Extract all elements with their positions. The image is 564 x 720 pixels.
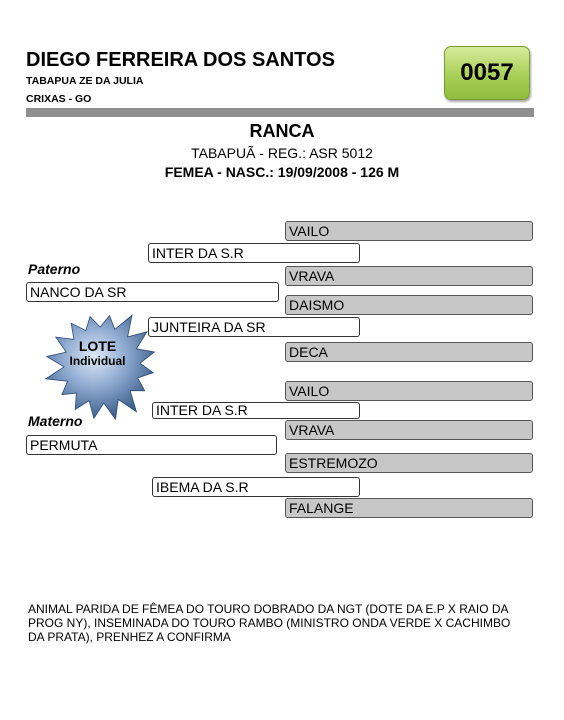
pedigree-dam-sire: INTER DA S.R bbox=[152, 402, 360, 419]
pedigree-dam-sire-dam: VRAVA bbox=[285, 420, 533, 440]
header-divider bbox=[26, 108, 534, 117]
pedigree-sire-sire: INTER DA S.R bbox=[148, 243, 360, 263]
animal-sex-birth: FEMEA - NASC.: 19/09/2008 - 126 M bbox=[164, 164, 400, 180]
pedigree-dam-dam: IBEMA DA S.R bbox=[152, 477, 360, 497]
lot-number-badge: 0057 bbox=[444, 46, 530, 100]
pedigree-dam-dam-dam: FALANGE bbox=[285, 498, 533, 518]
pedigree-sire-sire-dam: VRAVA bbox=[285, 266, 533, 286]
owner-name: DIEGO FERREIRA DOS SANTOS bbox=[26, 49, 335, 71]
lote-individual-label bbox=[40, 338, 155, 368]
paternal-label: Paterno bbox=[28, 261, 81, 277]
animal-breed-registration: TABAPUÃ - REG.: ASR 5012 bbox=[191, 145, 373, 161]
pedigree-sire-sire-sire: VAILO bbox=[285, 221, 533, 241]
pedigree-sire: NANCO DA SR bbox=[26, 282, 279, 302]
lote-label-line2: Individual bbox=[69, 354, 126, 368]
pedigree-sire-dam: JUNTEIRA DA SR bbox=[148, 317, 360, 337]
location: CRIXAS - GO bbox=[26, 93, 92, 105]
pedigree-sire-dam-sire: DAISMO bbox=[285, 295, 533, 315]
maternal-label: Materno bbox=[28, 413, 83, 429]
lote-label-line1: LOTE bbox=[78, 338, 117, 354]
pedigree-dam: PERMUTA bbox=[26, 435, 277, 455]
animal-name: RANCA bbox=[249, 121, 315, 141]
farm-name: TABAPUA ZE DA JULIA bbox=[26, 75, 144, 87]
pedigree-sire-dam-dam: DECA bbox=[285, 342, 533, 362]
pedigree-dam-dam-sire: ESTREMOZO bbox=[285, 453, 533, 473]
animal-notes: ANIMAL PARIDA DE FÊMEA DO TOURO DOBRADO DA NGT (DOTE DA E.P X RAIO DA PROG NY), INSEMINADA DO TOURO RAMBO (MINISTRO ONDA VERDE X CACHIMBO DA PRATA), PRENHEZ A CONFIRMA bbox=[28, 602, 511, 644]
pedigree-dam-sire-sire: VAILO bbox=[285, 381, 533, 401]
